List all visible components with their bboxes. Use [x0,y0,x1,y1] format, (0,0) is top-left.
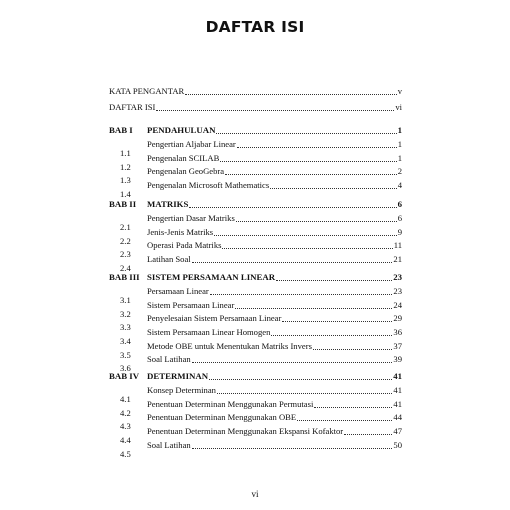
page-number: 11 [393,240,402,251]
toc-section-row [109,439,402,459]
dot-leader [235,308,392,309]
section-title: Pengertian Aljabar Linear [147,139,236,150]
dot-leader [282,321,392,322]
page-number: 1 [397,152,402,163]
section-number: 2.3 [120,249,131,260]
section-title: Penentuan Determinan Menggunakan Permutasi [147,398,314,409]
section-title: Pengertian Dasar Matriks [147,213,235,224]
chapter-number: BAB II [109,199,137,209]
section-number: 2.1 [120,222,131,233]
toc-section-row [109,353,402,374]
dot-leader [344,434,392,435]
section-number: 4.4 [120,434,131,445]
section-title: Pengenalan Microsoft Mathematics [147,179,270,190]
dot-leader [209,379,392,380]
section-number: 4.5 [120,448,131,459]
dot-leader [237,147,397,148]
dot-leader [192,448,393,449]
dot-leader [192,262,393,263]
section-title: Jenis-Jenis Matriks [147,226,214,237]
section-title: Penentuan Determinan Menggunakan OBE [147,412,297,423]
chapter-title: PENDAHULUAN [147,125,216,135]
toc-entry-label: DAFTAR ISI [109,102,156,112]
section-title: Konsep Determinan [147,385,216,396]
page-number: 24 [393,299,402,310]
dot-leader [185,94,396,95]
dot-leader [210,294,393,295]
page-number: 36 [393,326,402,337]
section-number: 1.4 [120,188,131,199]
dot-leader [314,407,392,408]
section-number: 1.2 [120,161,131,172]
section-number: 4.2 [120,407,131,418]
section-number: 1.3 [120,175,131,186]
page-number: vi [395,102,402,112]
section-number: 1.1 [120,148,131,159]
section-number: 3.3 [120,322,131,333]
toc-section-row [109,179,402,199]
page-number: 44 [393,412,402,423]
section-number: 3.2 [120,308,131,319]
dot-leader [313,349,392,350]
section-title: Soal Latihan [147,439,191,450]
page-number: 50 [393,439,402,450]
toc-chapter-row [109,198,402,211]
dot-leader [156,110,394,111]
dot-leader [216,133,396,134]
page-number: 1 [397,125,402,135]
section-number: 4.3 [120,421,131,432]
dot-leader [189,207,396,208]
page-number: 41 [393,385,402,396]
toc-chapter-row [109,124,402,137]
chapter-number: BAB III [109,272,140,282]
toc-front-row [109,101,402,114]
page-number: 6 [397,213,402,224]
dot-leader [225,174,397,175]
toc-chapter-row [109,271,402,284]
page-number-footer: vi [251,489,259,499]
section-number: 3.1 [120,295,131,306]
section-title: Sistem Persamaan Linear Homogen [147,326,271,337]
section-title: Metode OBE untuk Menentukan Matriks Invers [147,340,312,351]
page-number: 23 [393,286,402,297]
toc-front-row [109,85,402,98]
chapter-title: MATRIKS [147,199,189,209]
chapter-title: DETERMINAN [147,371,209,381]
section-title: Persamaan Linear [147,286,209,297]
page-number: 41 [393,371,402,381]
section-title: Penyelesaian Sistem Persamaan Linear [147,313,282,324]
section-title: Pengenalan SCILAB [147,152,220,163]
chapter-number: BAB IV [109,371,140,381]
section-title: Operasi Pada Matriks [147,240,222,251]
page-number: 4 [397,179,402,190]
page-title: DAFTAR ISI [205,18,305,36]
section-number: 2.2 [120,235,131,246]
toc-entry-label: KATA PENGANTAR [109,86,185,96]
page-number: v [397,86,402,96]
toc-chapter-row [109,370,402,383]
dot-leader [271,335,392,336]
dot-leader [217,393,392,394]
dot-leader [276,280,392,281]
page-number: 29 [393,313,402,324]
chapter-title: SISTEM PERSAMAAN LINEAR [147,272,276,282]
page-number: 6 [397,199,402,209]
page-number: 21 [393,253,402,264]
page-number: 37 [393,340,402,351]
page-number: 2 [397,166,402,177]
section-title: Sistem Persamaan Linear [147,299,235,310]
dot-leader [270,188,397,189]
page-number: 9 [397,226,402,237]
page-number: 41 [393,398,402,409]
toc-section-row [109,253,402,273]
section-number: 3.4 [120,335,131,346]
section-title: Pengenalan GeoGebra [147,166,225,177]
section-title: Soal Latihan [147,354,191,365]
section-title: Penentuan Determinan Menggunakan Ekspansi Kofaktor [147,425,344,436]
chapter-number: BAB I [109,125,133,135]
section-title: Latihan Soal [147,253,191,264]
section-number: 3.6 [120,363,131,374]
dot-leader [214,235,397,236]
page-number: 39 [393,354,402,365]
dot-leader [222,248,392,249]
page-number: 23 [393,272,402,282]
section-number: 3.5 [120,349,131,360]
dot-leader [220,161,396,162]
page-number: 1 [397,139,402,150]
dot-leader [192,362,393,363]
dot-leader [236,221,397,222]
page-number: 47 [393,425,402,436]
section-number: 4.1 [120,394,131,405]
section-number: 2.4 [120,262,131,273]
dot-leader [297,420,392,421]
